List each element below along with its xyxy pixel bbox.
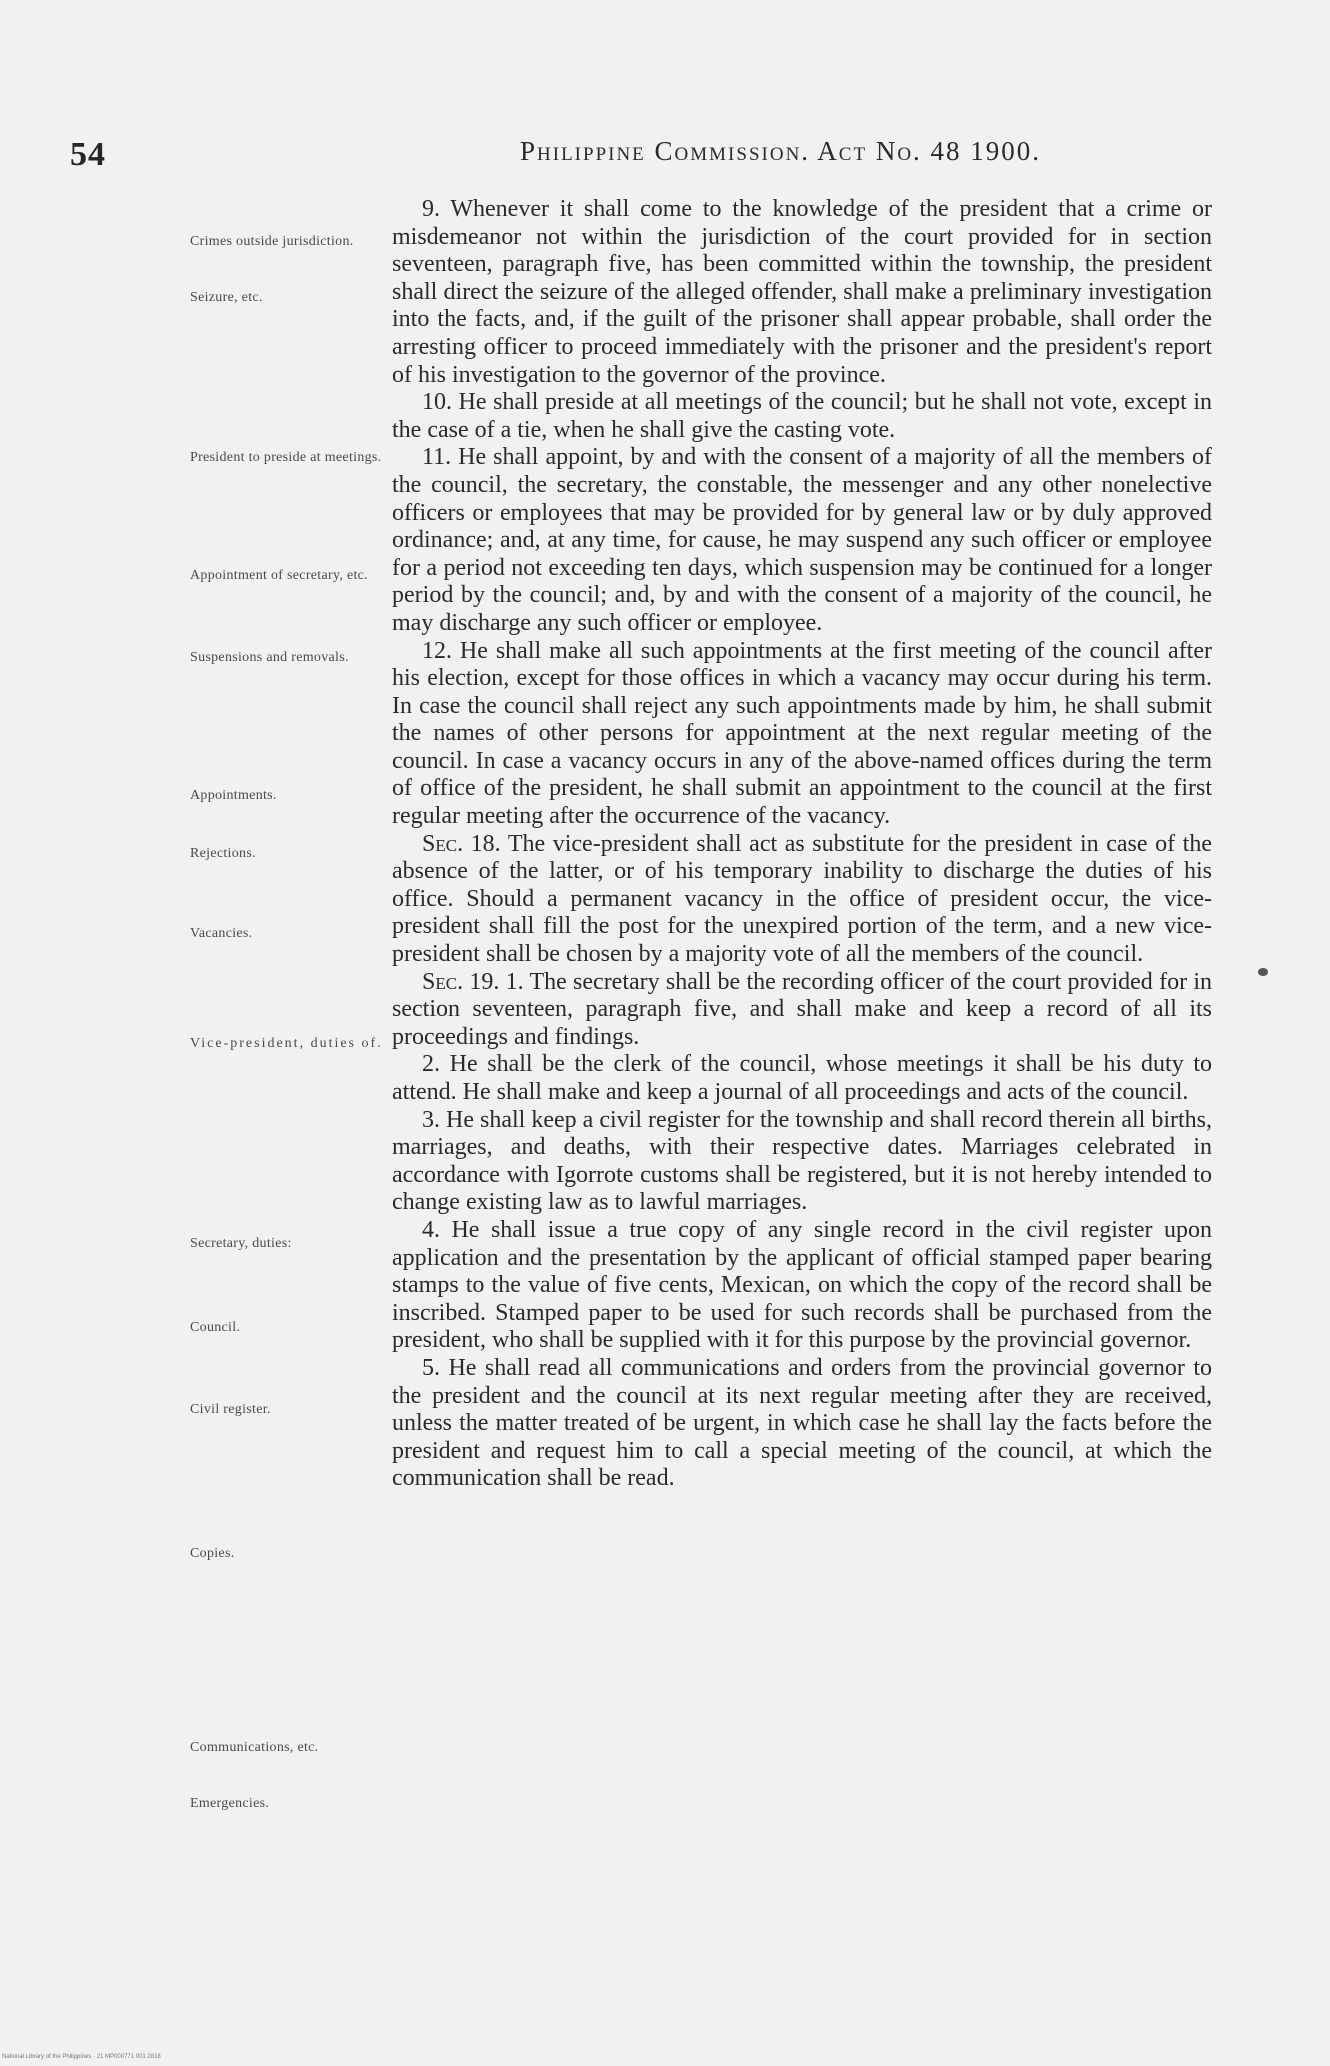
marginal-note: Appointment of secretary, etc.	[190, 568, 368, 583]
paragraph-text: 2. He shall be the clerk of the council, whose meetings it shall be his duty to attend. He shall make and keep a journal of all proceedings and acts of the council.	[392, 1051, 1212, 1105]
marginal-note: Seizure, etc.	[190, 290, 263, 305]
marginal-note: Rejections.	[190, 846, 256, 861]
paragraph	[392, 831, 1212, 969]
paragraph-text: 10. He shall preside at all meetings of the council; but he shall not vote, except in the case of a tie, when he shall give the casting vote.	[392, 389, 1212, 443]
paragraph-text: The vice-president shall act as substitute for the president in case of the absence of the latter, or of his temporary inability to discharge the duties of his office. Should a permanent vacancy in the office of president occur, the vice-president shall fill the post for the unexpired portion of the term, and a new vice-president shall be chosen by a majority vote of all the members of the council.	[392, 830, 1212, 968]
paragraph	[392, 1217, 1212, 1355]
paragraph	[392, 1355, 1212, 1493]
marginal-note: Suspensions and removals.	[190, 650, 349, 665]
section-lead: Sec. 18.	[422, 830, 501, 857]
marginal-note: Copies.	[190, 1546, 235, 1561]
page-number: 54	[70, 136, 106, 173]
section-lead: Sec. 19.	[422, 968, 500, 995]
paragraph	[392, 638, 1212, 831]
marginal-note: Council.	[190, 1320, 241, 1335]
marginal-note: Vice-president, duties of.	[190, 1036, 383, 1051]
paragraph	[392, 196, 1212, 389]
paragraph-text: 9. Whenever it shall come to the knowledge of the president that a crime or misdemeanor not within the jurisdiction of the court provided for in section seventeen, paragraph five, has been committed within the township, the president shall direct the seizure of the alleged offender, shall make a preliminary investigation into the facts, and, if the guilt of the prisoner shall appear probable, shall order the arresting officer to proceed immediately with the prisoner and the president's report of his investigation to the governor of the province.	[392, 196, 1212, 388]
running-head: Philippine Commission. Act No. 48 1900.	[520, 136, 1042, 166]
paragraph-text: 12. He shall make all such appointments at the first meeting of the council after his election, except for those offices in which a vacancy may occur during his term. In case the council shall reject any such appointments made by him, he shall submit the names of other persons for appointment at the next regular meeting of the council. In case a vacancy occurs in any of the above-named offices during the term of office of the president, he shall submit an appointment to the council at the first regular meeting after the occurrence of the vacancy.	[392, 637, 1212, 830]
paragraph-text: 11. He shall appoint, by and with the consent of a majority of all the members of the council, the secretary, the constable, the messenger and any other nonelective officers or employees that may be provided for by general law or by duly approved ordinance; and, at any time, for cause, he may suspend any such officer or employee for a period not exceeding ten days, which suspension may be continued for a longer period by the council; and, by and with the consent of a majority of the council, he may discharge any such officer or employee.	[392, 444, 1212, 636]
marginal-note: Secretary, duties:	[190, 1236, 292, 1251]
scan-speck	[1258, 968, 1268, 976]
marginal-note: Communications, etc.	[190, 1740, 319, 1755]
paragraph-text: 4. He shall issue a true copy of any single record in the civil register upon application and the presentation by the applicant of official stamped paper bearing stamps to the value of five cents, Mexican, on which the copy of the record shall be inscribed. Stamped paper to be used for such records shall be purchased from the president, who shall be supplied with it for this purpose by the provincial governor.	[392, 1216, 1212, 1354]
marginal-note: Appointments.	[190, 788, 277, 803]
paragraph	[392, 389, 1212, 444]
body-text	[392, 196, 1212, 1493]
paragraph	[392, 1107, 1212, 1217]
marginal-note: President to preside at meetings.	[190, 450, 382, 465]
paragraph	[392, 969, 1212, 1052]
marginal-note: Emergencies.	[190, 1796, 270, 1811]
paragraph	[392, 1051, 1212, 1106]
marginal-note: Crimes outside jurisdiction.	[190, 234, 354, 249]
paragraph-text: 3. He shall keep a civil register for the township and shall record therein all births, marriages, and deaths, with their respective dates. Marriages celebrated in accordance with Igorrote customs shall be registered, but it is not hereby intended to change existing law as to lawful marriages.	[392, 1106, 1212, 1216]
scan-footer: National Library of the Philippines · 21 MP000771 001 2818	[2, 2054, 161, 2060]
marginal-note: Vacancies.	[190, 926, 253, 941]
paragraph-text: 1. The secretary shall be the recording officer of the court provided for in section seventeen, paragraph five, and shall make and keep a record of all its proceedings and findings.	[392, 968, 1213, 1050]
marginal-note: Civil register.	[190, 1402, 271, 1417]
paragraph-text: 5. He shall read all communications and orders from the provincial governor to the president and the council at its next regular meeting after they are received, unless the matter treated of be urgent, in which case he shall lay the facts before the president and request him to call a special meeting of the council, at which the communication shall be read.	[392, 1354, 1212, 1492]
paragraph	[392, 444, 1212, 637]
